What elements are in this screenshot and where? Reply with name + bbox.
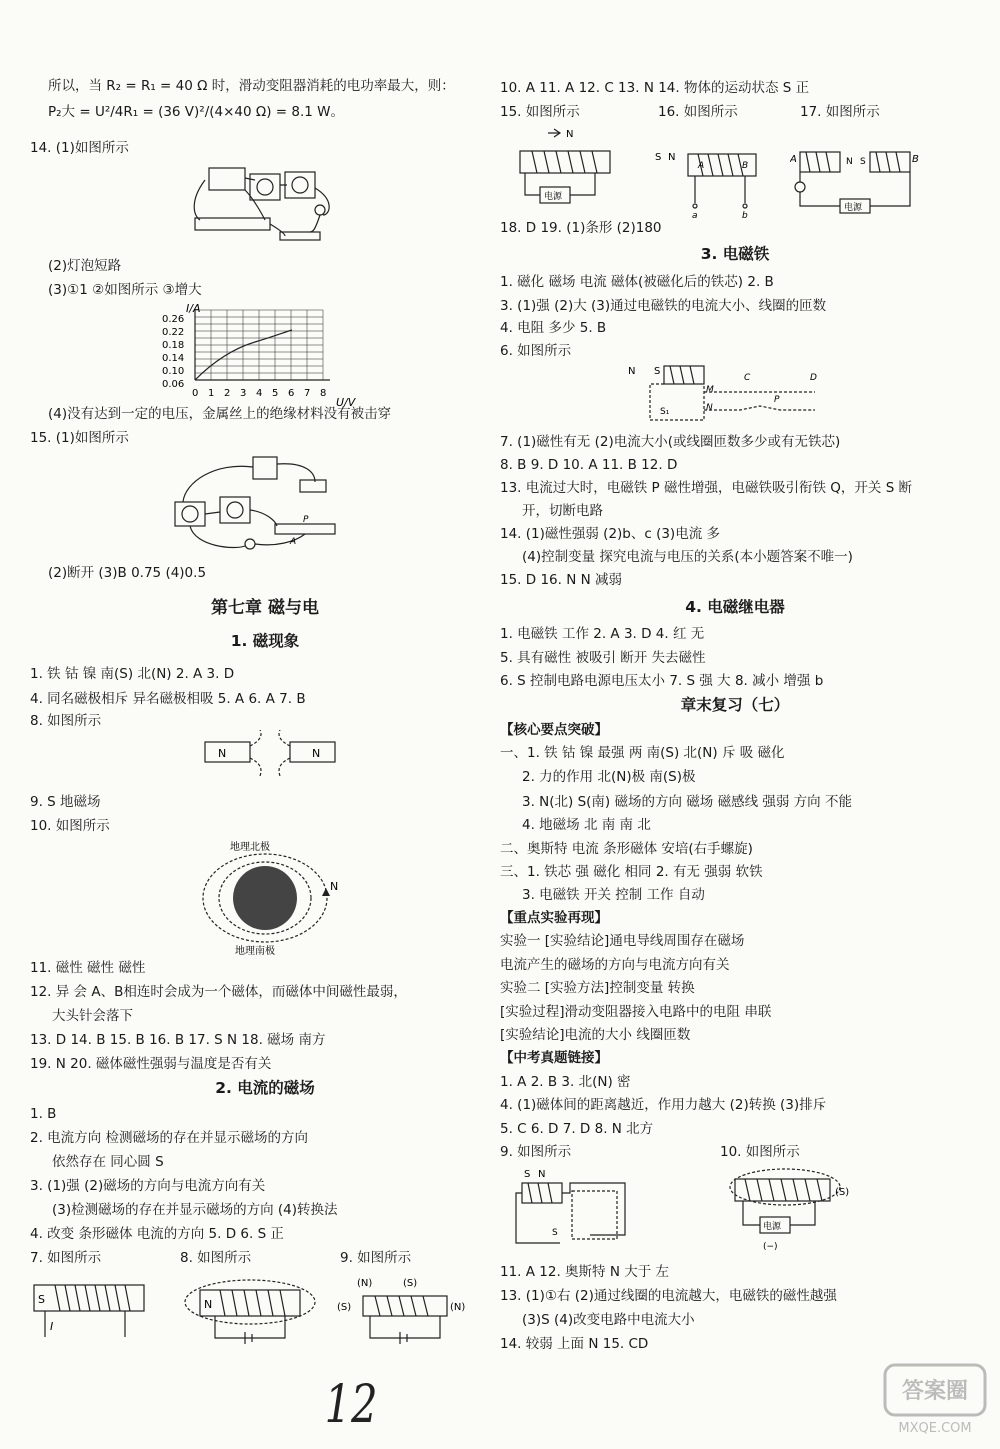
answer-line: 2. 力的作用 北(N)极 南(S)极	[522, 769, 696, 785]
answer-line: 3. 电磁铁 开关 控制 工作 自动	[522, 887, 705, 903]
watermark-logo	[880, 1360, 990, 1440]
pole-label-paren: (S)	[337, 1302, 352, 1313]
voltmeter	[220, 497, 250, 523]
answer-line: 5. C 6. D 7. D 8. N 北方	[500, 1121, 654, 1137]
answer-line: 3. (1)强 (2)磁场的方向与电流方向有关	[30, 1178, 266, 1194]
label-a: A	[290, 537, 297, 547]
section-title: 4. 电磁继电器	[685, 598, 785, 616]
answer-line: 10. 如图所示	[30, 818, 110, 834]
subsection-header: 【中考真题链接】	[500, 1050, 608, 1066]
answer-line: 11. 磁性 磁性 磁性	[30, 960, 146, 976]
pole-label: N	[566, 129, 574, 140]
chapter-title: 第七章 磁与电	[211, 598, 319, 618]
y-tick: 0.26	[162, 314, 185, 325]
answer-line: 10. A 11. A 12. C 13. N 14. 物体的运动状态 S 正	[500, 80, 810, 96]
earth	[233, 866, 297, 930]
answer-line: 9. S 地磁场	[30, 794, 101, 810]
answer-line: 1. 磁化 磁场 电流 磁体(被磁化后的铁芯) 2. B	[500, 274, 774, 290]
compass-n: N	[330, 880, 339, 893]
pole-label: N	[204, 1298, 213, 1311]
subsection-header: 【核心要点突破】	[500, 722, 608, 738]
y-tick: 0.10	[162, 366, 185, 377]
answer-line: 一、1. 铁 钴 镍 最强 两 南(S) 北(N) 斥 吸 磁化	[500, 745, 785, 761]
answer-line: 17. 如图所示	[800, 104, 880, 120]
answer-line: (2)灯泡短路	[48, 258, 122, 274]
solenoid-figure-10	[725, 1165, 865, 1255]
pole-label: S	[552, 1228, 558, 1238]
answer-line: 8. 如图所示	[180, 1250, 252, 1266]
answer-line: 13. 电流过大时，电磁铁 P 磁性增强，电磁铁吸引衔铁 Q，开关 S 断	[500, 480, 913, 496]
answer-line: 二、奥斯特 电流 条形磁体 安培(右手螺旋)	[500, 841, 753, 857]
label-d: D	[810, 373, 817, 383]
question-14: 14. (1)如图所示	[30, 140, 129, 156]
answer-line: 4. (1)磁体间的距离越近，作用力越大 (2)转换 (3)排斥	[500, 1097, 827, 1113]
pole-label-paren: (S)	[835, 1187, 850, 1198]
answer-line: 4. 同名磁极相斥 异名磁极相吸 5. A 6. A 7. B	[30, 691, 306, 707]
question-15: 15. (1)如图所示	[30, 430, 129, 446]
answer-line: 依然存在 同心圆 S	[52, 1154, 164, 1170]
pole-label: N	[846, 157, 853, 167]
answer-line: 7. 如图所示	[30, 1250, 102, 1266]
relay-figure-9	[510, 1165, 650, 1255]
section-title: 章末复习（七）	[680, 696, 790, 714]
pole-label: S	[655, 152, 662, 163]
answer-line: 3. N(北) S(南) 磁场的方向 磁场 磁感线 强弱 方向 不能	[522, 794, 852, 810]
geo-north-label: 地理北极	[230, 842, 270, 853]
voltmeter	[285, 172, 315, 198]
answer-line: (4)没有达到一定的电压，金属丝上的绝缘材料没有被击穿	[48, 406, 392, 422]
current-label: I	[50, 1320, 54, 1333]
x-tick: 5	[272, 388, 279, 399]
bulb	[245, 539, 255, 549]
label-b: B	[912, 154, 919, 165]
x-tick: 2	[224, 388, 231, 399]
x-tick: 8	[320, 388, 327, 399]
answer-line: 13. (1)①右 (2)通过线圈的电流越大，电磁铁的磁性越强	[500, 1288, 837, 1304]
pole-label: N	[668, 152, 676, 163]
answer-line: 16. 如图所示	[658, 104, 738, 120]
relay-circuit-figure	[620, 362, 830, 424]
answer-line: [实验过程]滑动变阻器接入电路中的电阻 串联	[500, 1004, 772, 1020]
label-a: A	[790, 154, 797, 165]
answer-line: 6. 如图所示	[500, 343, 572, 359]
answer-line: 14. 较弱 上面 N 15. CD	[500, 1336, 649, 1352]
label-s1: S₁	[660, 407, 670, 417]
switch	[300, 480, 326, 492]
electromagnet-fig-15	[510, 125, 630, 215]
circuit-photo-diagram-2	[165, 452, 355, 557]
handwritten-page-number: 12	[324, 1375, 378, 1435]
answer-line: 13. D 14. B 15. B 16. B 17. S N 18. 磁场 南方	[30, 1032, 326, 1048]
geo-south-label: 地理南极	[235, 946, 275, 956]
bulb	[315, 205, 325, 215]
answer-line: 9. 如图所示	[340, 1250, 412, 1266]
subsection-header: 【重点实验再现】	[500, 910, 608, 926]
answer-line: 7. (1)磁性有无 (2)电流大小(或线圈匝数多少或有无铁芯)	[500, 434, 841, 450]
answer-line: (3)S (4)改变电路中电流大小	[522, 1312, 695, 1328]
section-title: 2. 电流的磁场	[215, 1079, 315, 1097]
answer-line: 4. 改变 条形磁体 电流的方向 5. D 6. S 正	[30, 1226, 284, 1242]
answer-line: (2)断开 (3)B 0.75 (4)0.5	[48, 565, 207, 581]
answer-line: 8. B 9. D 10. A 11. B 12. D	[500, 457, 678, 473]
label-small-b: b	[742, 211, 748, 220]
answer-line: 实验二 [实验方法]控制变量 转换	[500, 980, 695, 996]
electromagnet-fig-17	[790, 148, 920, 220]
label-small-a: a	[692, 211, 698, 220]
label-m: M	[706, 385, 714, 395]
battery-box	[209, 168, 245, 190]
circuit-photo-diagram	[185, 160, 365, 252]
battery	[253, 457, 277, 479]
y-tick: 0.06	[162, 379, 185, 390]
y-tick: 0.14	[162, 353, 185, 364]
text-line: 所以，当 R₂ = R₁ = 40 Ω 时，滑动变阻器消耗的电功率最大，则：	[48, 78, 455, 94]
answer-line: 19. N 20. 磁体磁性强弱与温度是否有关	[30, 1056, 272, 1072]
electromagnet-fig-16	[650, 148, 770, 220]
answer-line: 1. B	[30, 1106, 57, 1122]
answer-line: 9. 如图所示	[500, 1144, 572, 1160]
answer-line: 14. (1)磁性强弱 (2)b、c (3)电流 多	[500, 526, 720, 542]
answer-line: 15. 如图所示	[500, 104, 580, 120]
pole-label: S	[38, 1293, 45, 1306]
pole-label: N	[218, 747, 227, 760]
solenoid-figure-8	[180, 1272, 320, 1352]
answer-line: 1. A 2. B 3. 北(N) 密	[500, 1074, 631, 1090]
x-tick: 1	[208, 388, 215, 399]
power-minus-label: (−)	[763, 1242, 778, 1252]
bar-magnet-n	[205, 742, 250, 762]
bulb	[795, 182, 805, 192]
pole-label: S	[860, 157, 866, 167]
answer-line: 8. 如图所示	[30, 713, 102, 729]
answer-line: (4)控制变量 探究电流与电压的关系(本小题答案不唯一)	[522, 549, 853, 565]
pole-label: N	[312, 747, 321, 760]
answer-line: [实验结论]电流的大小 线圈匝数	[500, 1027, 691, 1043]
answer-line: 电流产生的磁场的方向与电流方向有关	[500, 957, 730, 973]
graph-x-label: U/V	[336, 396, 356, 409]
pole-label-paren: (S)	[403, 1278, 418, 1289]
answer-line: 18. D 19. (1)条形 (2)180	[500, 220, 662, 236]
rheostat	[275, 524, 335, 534]
label-p: P	[774, 395, 780, 405]
graph-y-label: I/A	[186, 302, 201, 315]
switch	[280, 232, 320, 240]
x-tick: 7	[304, 388, 311, 399]
label-c: C	[744, 373, 751, 383]
answer-line: 实验一 [实验结论]通电导线周围存在磁场	[500, 933, 745, 949]
answer-line: 4. 电阻 多少 5. B	[500, 320, 607, 336]
power-label: 电源	[844, 203, 863, 213]
section-title: 3. 电磁铁	[700, 245, 770, 263]
answer-line: 1. 铁 钴 镍 南(S) 北(N) 2. A 3. D	[30, 666, 235, 682]
pole-label-paren: (N)	[357, 1278, 373, 1289]
y-tick: 0.18	[162, 340, 185, 351]
power-label: 电源	[763, 1222, 782, 1232]
answer-line: 15. D 16. N N 减弱	[500, 572, 622, 588]
answer-line: 开，切断电路	[522, 503, 603, 519]
pole-label: S	[654, 366, 661, 377]
x-tick: 0	[192, 388, 199, 399]
answer-line: 三、1. 铁芯 强 磁化 相同 2. 有无 强弱 软铁	[500, 864, 763, 880]
answer-line: 5. 具有磁性 被吸引 断开 失去磁性	[500, 650, 706, 666]
answer-line: 大头针会落下	[52, 1008, 133, 1024]
section-title: 1. 磁现象	[230, 632, 300, 650]
answer-line: 6. S 控制电路电源电压太小 7. S 强 大 8. 减小 增强 b	[500, 673, 824, 689]
label-p: P	[303, 515, 309, 525]
answer-line: 3. (1)强 (2)大 (3)通过电磁铁的电流大小、线圈的匝数	[500, 298, 827, 314]
y-tick: 0.22	[162, 327, 185, 338]
answer-line: (3)检测磁场的存在并显示磁场的方向 (4)转换法	[52, 1202, 338, 1218]
x-tick: 4	[256, 388, 263, 399]
curve	[195, 330, 292, 380]
label-a: A	[698, 161, 705, 171]
answer-line: 12. 异 会 A、B相连时会成为一个磁体，而磁体中间磁性最弱，	[30, 984, 407, 1000]
rheostat	[195, 218, 270, 230]
x-tick: 3	[240, 388, 247, 399]
magnet-field-figure	[200, 730, 340, 778]
i-u-graph	[160, 300, 360, 420]
x-tick: 6	[288, 388, 295, 399]
svg-text:答案圈: 答案圈	[901, 1379, 969, 1404]
answer-line: (3)①1 ②如图所示 ③增大	[48, 282, 202, 298]
earth-magnetic-field	[190, 838, 340, 956]
answer-line: 11. A 12. 奥斯特 N 大于 左	[500, 1264, 670, 1280]
pole-label-paren: (N)	[450, 1302, 466, 1313]
answer-line: 10. 如图所示	[720, 1144, 800, 1160]
power-label: 电源	[544, 192, 563, 202]
label-b: B	[742, 161, 749, 171]
label-n: N	[706, 403, 713, 413]
pole-label: N	[628, 366, 636, 377]
ammeter	[250, 174, 280, 200]
formula-line: P₂大 = U²/4R₁ = (36 V)²/(4×40 Ω) = 8.1 W。	[48, 104, 344, 120]
pole-label: N	[538, 1169, 546, 1180]
answer-line: 4. 地磁场 北 南 南 北	[522, 817, 651, 833]
pole-label: S	[524, 1169, 531, 1180]
svg-text:MXQE.COM: MXQE.COM	[898, 1421, 972, 1436]
answer-line: 1. 电磁铁 工作 2. A 3. D 4. 红 无	[500, 626, 705, 642]
answer-line: 2. 电流方向 检测磁场的存在并显示磁场的方向	[30, 1130, 308, 1146]
solenoid-figure-7	[30, 1275, 160, 1345]
solenoid-figure-9	[335, 1272, 475, 1352]
